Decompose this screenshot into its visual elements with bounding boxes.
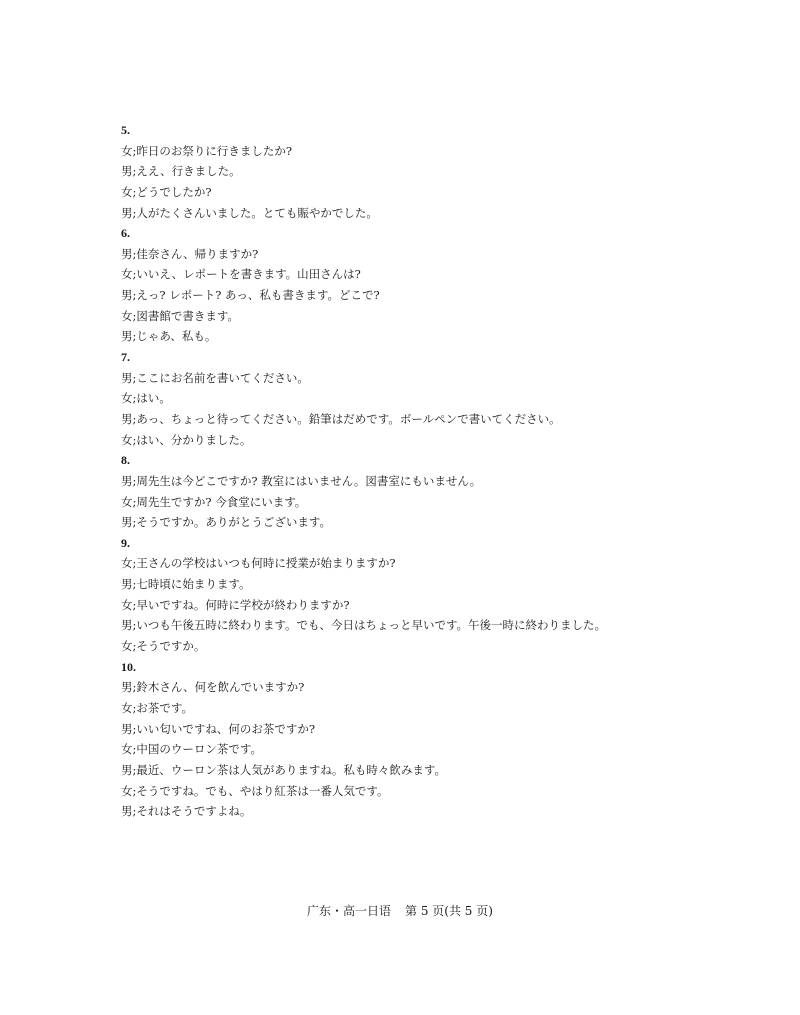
speaker-label: 男 [121, 288, 133, 303]
dialogue-line [121, 264, 681, 285]
speaker-separator: ; [132, 618, 137, 633]
speaker-separator: ; [132, 267, 137, 282]
speaker-separator: ; [132, 164, 137, 179]
dialogue-text: 図書館で書きます。 [136, 308, 239, 323]
dialogue-text: えっ? レポート? あっ、私も書きます。どこで? [136, 288, 380, 303]
speaker-label: 男 [121, 577, 133, 592]
dialogue-line [121, 492, 681, 513]
speaker-label: 男 [121, 329, 133, 344]
dialogue-text: それはそうですよね。 [136, 804, 252, 819]
dialogue-text: 最近、ウーロン茶は人気がありますね。私も時々飲みます。 [136, 762, 446, 777]
speaker-label: 女 [121, 700, 133, 715]
speaker-separator: ; [132, 184, 137, 199]
speaker-label: 女 [121, 556, 133, 571]
speaker-label: 男 [121, 762, 133, 777]
speaker-label: 男 [121, 804, 133, 819]
dialogue-line [121, 719, 681, 740]
dialogue-text: ええ、行きました。 [136, 164, 241, 179]
dialogue-text: そうですね。でも、やはり紅茶は一番人気です。 [136, 783, 389, 798]
speaker-label: 女 [121, 391, 133, 406]
dialogue-line [121, 409, 681, 430]
speaker-separator: ; [132, 515, 137, 530]
dialogue-text: 早いですね。何時に学校が終わりますか? [136, 597, 350, 612]
dialogue-line [121, 471, 681, 492]
dialogue-line [121, 182, 681, 203]
dialogue-text: お茶です。 [136, 700, 193, 715]
dialogue-line [121, 512, 681, 533]
dialogue-text: いつも午後五時に終わります。でも、今日はちょっと早いです。午後一時に終わりました。 [136, 618, 607, 633]
speaker-separator: ; [132, 783, 137, 798]
speaker-separator: ; [132, 700, 137, 715]
dialogue-text: そうですか。 [136, 639, 206, 654]
dialogue-line [121, 801, 681, 822]
dialogue-text: どうでしたか? [136, 184, 212, 199]
dialogue-line [121, 781, 681, 802]
speaker-label: 女 [121, 432, 133, 447]
speaker-label: 女 [121, 267, 133, 282]
dialogue-line [121, 161, 681, 182]
dialogue-line [121, 553, 681, 574]
dialogue-line [121, 636, 681, 657]
speaker-label: 男 [121, 515, 133, 530]
dialogue-text: 七時頃に始まります。 [136, 577, 251, 592]
page-footer [0, 902, 800, 920]
question-number: 8. [121, 453, 130, 468]
footer-page-number: 第 5 页(共 5 页) [405, 904, 493, 918]
transcript [121, 120, 681, 822]
dialogue-line [121, 368, 681, 389]
dialogue-text: ここにお名前を書いてください。 [136, 370, 309, 385]
dialogue-line [121, 677, 681, 698]
speaker-label: 女 [121, 783, 133, 798]
speaker-separator: ; [132, 762, 137, 777]
speaker-label: 男 [121, 205, 133, 220]
dialogue-line [121, 141, 681, 162]
dialogue-line [121, 326, 681, 347]
speaker-label: 男 [121, 721, 133, 736]
speaker-label: 男 [121, 370, 133, 385]
speaker-separator: ; [132, 804, 137, 819]
speaker-separator: ; [132, 288, 137, 303]
question-number: 6. [121, 226, 130, 241]
speaker-label: 女 [121, 742, 133, 757]
speaker-separator: ; [132, 308, 137, 323]
speaker-label: 男 [121, 680, 133, 695]
speaker-label: 女 [121, 597, 133, 612]
speaker-separator: ; [132, 577, 137, 592]
speaker-label: 男 [121, 164, 133, 179]
speaker-label: 男 [121, 246, 133, 261]
dialogue-line [121, 574, 681, 595]
dialogue-line [121, 430, 681, 451]
dialogue-line [121, 388, 681, 409]
speaker-separator: ; [132, 329, 137, 344]
speaker-label: 女 [121, 639, 133, 654]
speaker-label: 女 [121, 184, 133, 199]
dialogue-text: いい匂いですね、何のお茶ですか? [136, 721, 316, 736]
dialogue-line [121, 244, 681, 265]
dialogue-line [121, 306, 681, 327]
speaker-separator: ; [132, 639, 137, 654]
dialogue-text: 中国のウーロン茶です。 [136, 742, 262, 757]
dialogue-text: 鈴木さん、何を飲んでいますか? [136, 680, 305, 695]
speaker-separator: ; [132, 680, 137, 695]
footer-source: 广东・高一日语 [307, 904, 392, 918]
question-number: 9. [121, 535, 130, 550]
dialogue-text: 周先生は今どこですか? 教室にはいません。図書室にもいません。 [136, 473, 482, 488]
dialogue-line [121, 698, 681, 719]
speaker-label: 女 [121, 143, 133, 158]
speaker-separator: ; [132, 742, 137, 757]
speaker-separator: ; [132, 205, 137, 220]
speaker-separator: ; [132, 370, 137, 385]
speaker-separator: ; [132, 494, 137, 509]
dialogue-line [121, 285, 681, 306]
speaker-separator: ; [132, 432, 137, 447]
dialogue-line [121, 760, 681, 781]
dialogue-text: あっ、ちょっと待ってください。鉛筆はだめです。ボールペンで書いてください。 [136, 411, 561, 426]
dialogue-line [121, 595, 681, 616]
dialogue-line [121, 203, 681, 224]
question-number: 5. [121, 123, 130, 137]
dialogue-text: 人がたくさんいました。とても賑やかでした。 [136, 205, 378, 220]
question-number: 10. [121, 659, 136, 674]
dialogue-text: 昨日のお祭りに行きましたか? [136, 143, 293, 158]
dialogue-line [121, 615, 681, 636]
speaker-separator: ; [132, 597, 137, 612]
speaker-separator: ; [132, 143, 137, 158]
dialogue-text: はい。 [136, 391, 171, 406]
dialogue-text: 王さんの学校はいつも何時に授業が始まりますか? [136, 556, 396, 571]
speaker-separator: ; [132, 411, 137, 426]
speaker-label: 男 [121, 411, 133, 426]
speaker-separator: ; [132, 556, 137, 571]
dialogue-text: いいえ、レポートを書きます。山田さんは? [136, 267, 361, 282]
dialogue-text: 周先生ですか? 今食堂にいます。 [136, 494, 307, 509]
speaker-separator: ; [132, 473, 137, 488]
dialogue-text: はい、分かりました。 [136, 432, 252, 447]
dialogue-text: じゃあ、私も。 [136, 329, 217, 344]
dialogue-text: 佳奈さん、帰りますか? [136, 246, 259, 261]
speaker-label: 男 [121, 618, 133, 633]
speaker-label: 女 [121, 308, 133, 323]
speaker-separator: ; [132, 391, 137, 406]
speaker-label: 男 [121, 473, 133, 488]
speaker-separator: ; [132, 721, 137, 736]
speaker-separator: ; [132, 246, 137, 261]
question-number: 7. [121, 350, 130, 365]
dialogue-line [121, 739, 681, 760]
dialogue-text: そうですか。ありがとうございます。 [136, 515, 331, 530]
speaker-label: 女 [121, 494, 133, 509]
